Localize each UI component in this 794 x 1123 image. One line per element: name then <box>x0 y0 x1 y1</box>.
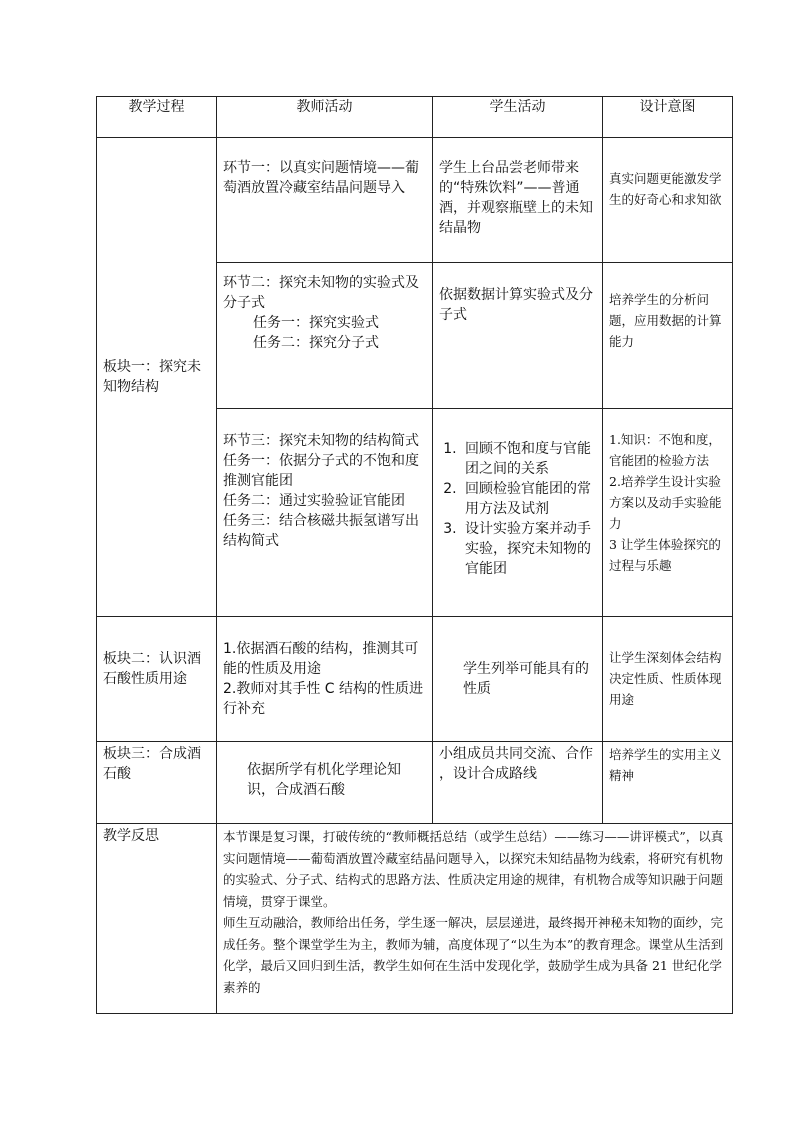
module3-teacher-cell <box>217 742 433 824</box>
header-student-activity: 学生活动 <box>433 97 603 138</box>
module2-intent: 让学生深刻体会结构决定性质、性质体现用途 <box>609 650 722 707</box>
module3-teacher: 依据所学有机化学理论知识，合成酒石酸 <box>247 762 401 798</box>
step1-teacher-cell <box>217 138 433 263</box>
step3-task3: 任务三：结合核磁共振氢谱写出结构简式 <box>223 513 419 549</box>
step1-intent: 真实问题更能激发学生的好奇心和求知欲 <box>609 171 722 207</box>
step2-intent-cell <box>603 263 733 409</box>
list-item: 1. 回顾不饱和度与官能团之间的关系 <box>461 439 596 479</box>
module3-intent-cell <box>603 742 733 824</box>
module3-student: 小组成员共同交流、合作 ，设计合成路线 <box>439 746 593 782</box>
reflection-label-cell <box>97 824 217 1014</box>
header-row <box>97 97 733 138</box>
header-teacher-activity: 教师活动 <box>217 97 433 138</box>
table-row <box>97 617 733 742</box>
step3-teacher-title: 环节三：探究未知物的结构简式 <box>223 433 419 449</box>
module2-teacher-cell <box>217 617 433 742</box>
module2-teacher1: 1.依据酒石酸的结构，推测其可能的性质及用途 <box>223 641 419 677</box>
step2-teacher-cell <box>217 263 433 409</box>
step3-intent3: 3 让学生体验探究的过程与乐趣 <box>609 537 721 573</box>
module3-student-cell <box>433 742 603 824</box>
step3-task2: 任务二：通过实验验证官能团 <box>223 493 405 509</box>
module2-teacher2: 2.教师对其手性 C 结构的性质进行补充 <box>223 681 424 717</box>
reflection-cell <box>217 824 733 1014</box>
module1-cell <box>97 138 217 617</box>
step3-student-list <box>439 439 596 579</box>
step1-student: 学生上台品尝老师带来的“特殊饮料”——普通酒，并观察瓶壁上的未知结晶物 <box>439 160 593 236</box>
step2-task2: 任务二：探究分子式 <box>253 335 379 351</box>
step1-student-cell <box>433 138 603 263</box>
step2-task1: 任务一：探究实验式 <box>253 315 379 331</box>
module2-student: 学生列举可能具有的性质 <box>463 661 589 697</box>
list-item: 2. 回顾检验官能团的常用方法及试剂 <box>461 479 596 519</box>
module3-intent: 培养学生的实用主义精神 <box>609 747 722 783</box>
step1-teacher: 环节一：以真实问题情境——葡萄酒放置冷藏室结晶问题导入 <box>223 160 419 196</box>
reflection-paragraph-2: 师生互动融洽，教师给出任务，学生逐一解决，层层递进，最终揭开神秘未知物的面纱，完成任务。整个课堂学生为主，教师为辅，高度体现了“以生为本”的教育理念。课堂从生活到化学，最后又回归到生活，教学生如何在生活中发现化学，鼓励学生成为具备 21 世纪化学素养的 <box>223 915 724 995</box>
lesson-table <box>96 96 733 1014</box>
table-row <box>97 824 733 1014</box>
step2-teacher-title: 环节二：探究未知物的实验式及分子式 <box>223 275 419 311</box>
module2-label: 板块二：认识酒石酸性质用途 <box>103 651 201 687</box>
table-row <box>97 742 733 824</box>
module3-label: 板块三：合成酒石酸 <box>103 746 201 782</box>
table-row <box>97 138 733 263</box>
step3-intent-cell <box>603 409 733 617</box>
step2-student: 依据数据计算实验式及分子式 <box>439 287 593 323</box>
reflection-label: 教学反思 <box>103 828 159 844</box>
header-design-intent: 设计意图 <box>603 97 733 138</box>
list-item: 3. 设计实验方案并动手实验，探究未知物的官能团 <box>461 519 596 579</box>
header-process: 教学过程 <box>97 97 217 138</box>
module2-student-cell <box>433 617 603 742</box>
step3-student-cell <box>433 409 603 617</box>
step3-intent2: 2.培养学生设计实验方案以及动手实验能力 <box>609 474 722 531</box>
module1-label: 板块一：探究未知物结构 <box>103 359 201 395</box>
step1-intent-cell <box>603 138 733 263</box>
step3-teacher-cell <box>217 409 433 617</box>
step2-student-cell <box>433 263 603 409</box>
reflection-paragraph-1: 本节课是复习课，打破传统的“教师概括总结（或学生总结）——练习——讲评模式”，以真实问题情境——葡萄酒放置冷藏室结晶问题导入，以探究未知结晶物为线索，将研究有机物的实验式、分子式、结构式的思路方法、性质决定用途的规律，有机物合成等知识融于问题情境，贯穿于课堂。 <box>223 829 724 909</box>
module2-intent-cell <box>603 617 733 742</box>
module3-cell <box>97 742 217 824</box>
module2-cell <box>97 617 217 742</box>
step3-task1: 任务一：依据分子式的不饱和度推测官能团 <box>223 453 419 489</box>
step3-intent1: 1.知识：不饱和度，官能团的检验方法 <box>609 432 721 468</box>
step2-intent: 培养学生的分析问题，应用数据的计算能力 <box>609 292 722 349</box>
